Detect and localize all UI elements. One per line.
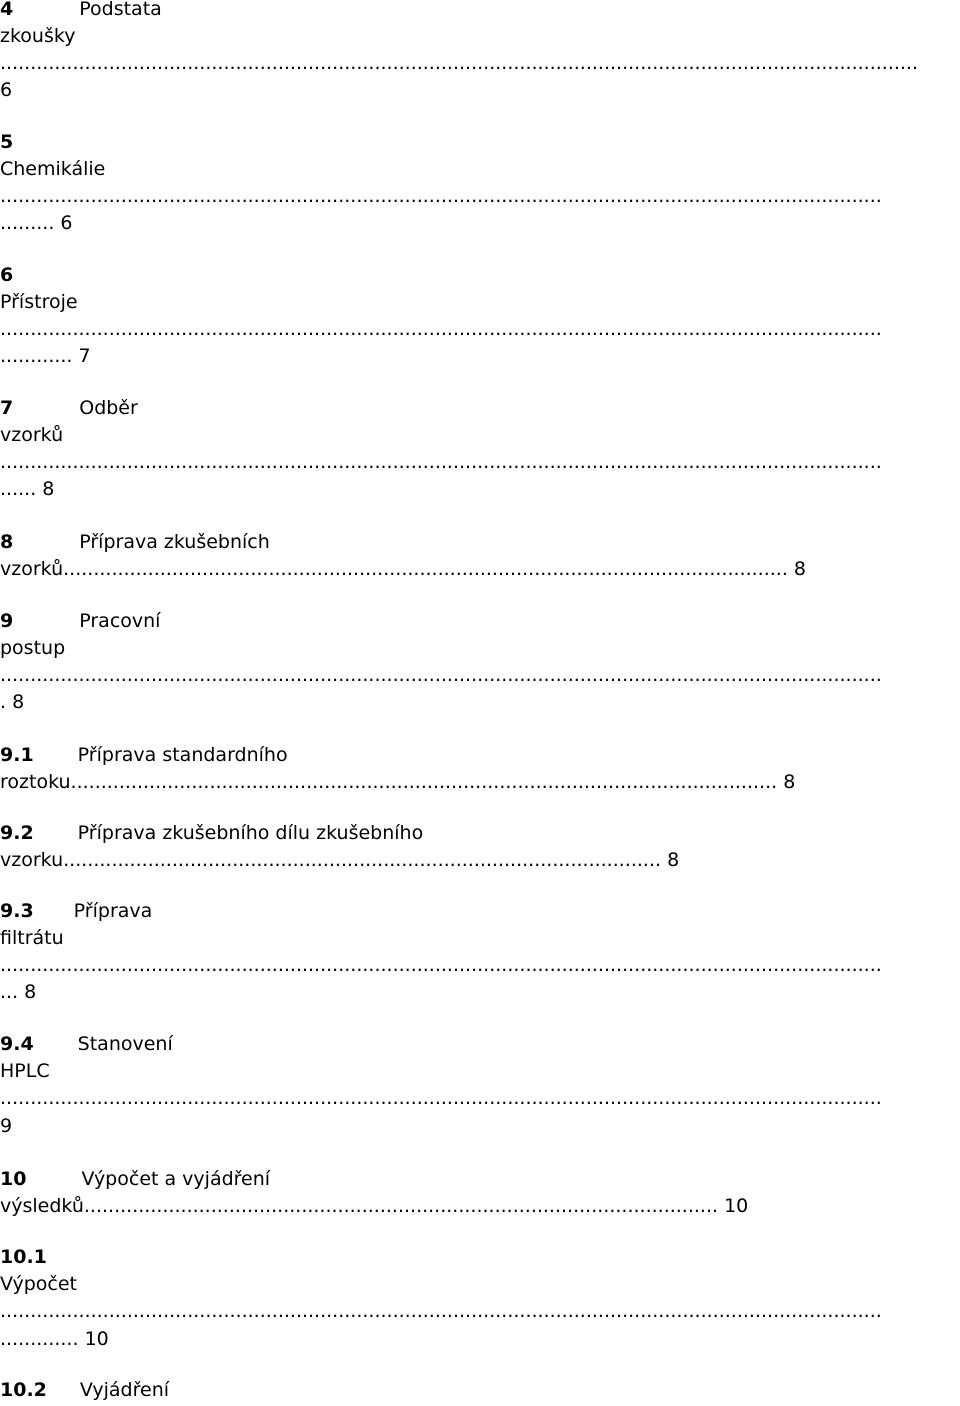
section-title: Vyjádření bbox=[79, 1379, 170, 1401]
section-number: 9.1 bbox=[0, 744, 34, 766]
section-title: Příprava bbox=[73, 900, 153, 922]
toc-entry-10-1-heading bbox=[0, 1244, 960, 1271]
toc-entry-9-2-heading bbox=[0, 820, 960, 847]
toc-entry-6-heading bbox=[0, 262, 960, 289]
section-number: 10 bbox=[0, 1168, 27, 1190]
section-title-cont: výsledků bbox=[0, 1195, 84, 1217]
section-number: 9.3 bbox=[0, 900, 34, 922]
toc-entry-10-1-title: Výpočet bbox=[0, 1273, 78, 1295]
toc-entry-9-1-heading bbox=[0, 742, 960, 769]
page-number: 8 bbox=[24, 981, 37, 1003]
section-number: 7 bbox=[0, 397, 14, 419]
toc-entry-6-page-line bbox=[0, 343, 960, 370]
section-title-cont: vzorků bbox=[0, 558, 64, 580]
toc-entry-6-title: Přístroje bbox=[0, 291, 78, 313]
toc-entry-9-title-cont: postup bbox=[0, 637, 66, 659]
section-title: Odběr bbox=[79, 397, 138, 419]
toc-entry-5-dots: .................................................................................................................................................. bbox=[0, 185, 882, 207]
toc-entry-8-leader-line bbox=[0, 556, 960, 583]
section-number: 5 bbox=[0, 131, 14, 153]
toc-entry-9-page-line bbox=[0, 689, 960, 716]
toc-entry-5-heading bbox=[0, 129, 960, 156]
section-title: Příprava standardního bbox=[77, 744, 288, 766]
section-number: 6 bbox=[0, 264, 14, 286]
toc-entry-6-dots: .................................................................................................................................................. bbox=[0, 318, 882, 340]
section-title: Stanovení bbox=[77, 1033, 173, 1055]
section-title-cont: vzorku bbox=[0, 849, 64, 871]
toc-entry-10-heading bbox=[0, 1166, 960, 1193]
dot-leader: ......... bbox=[0, 212, 61, 234]
dot-leader: ........................................................................................................................ bbox=[63, 558, 794, 580]
section-number: 9 bbox=[0, 610, 14, 632]
toc-entry-9-3-heading bbox=[0, 898, 960, 925]
section-title: Výpočet a vyjádření bbox=[81, 1168, 271, 1190]
toc-entry-4-page: 6 bbox=[0, 79, 13, 101]
toc-entry-9-1-leader-line bbox=[0, 769, 960, 796]
section-number: 9.2 bbox=[0, 822, 34, 844]
toc-entry-7-dots: .................................................................................................................................................. bbox=[0, 451, 882, 473]
dot-leader: ................................................................................................... bbox=[63, 849, 668, 871]
page-number: 8 bbox=[667, 849, 680, 871]
section-number: 10.1 bbox=[0, 1246, 47, 1268]
toc-entry-10-leader-line bbox=[0, 1193, 960, 1220]
dot-leader: ...... bbox=[0, 478, 43, 500]
page-number: 8 bbox=[12, 691, 25, 713]
toc-entry-8-heading bbox=[0, 529, 960, 556]
dot-leader: ... bbox=[0, 981, 25, 1003]
dot-leader: ............ bbox=[0, 345, 79, 367]
dot-leader: ..................................................................................................................... bbox=[70, 771, 784, 793]
section-title: Pracovní bbox=[79, 610, 161, 632]
section-title: Podstata bbox=[79, 0, 162, 20]
toc-entry-9-4-page: 9 bbox=[0, 1115, 13, 1137]
toc-entry-9-4-heading bbox=[0, 1031, 960, 1058]
dot-leader: ......................................................................................................... bbox=[83, 1195, 725, 1217]
page-number: 7 bbox=[78, 345, 91, 367]
section-number: 9.4 bbox=[0, 1033, 34, 1055]
page-number: 10 bbox=[724, 1195, 749, 1217]
toc-entry-9-4-title-cont: HPLC bbox=[0, 1060, 50, 1082]
toc-entry-9-3-dots: .................................................................................................................................................. bbox=[0, 954, 882, 976]
dot-leader: ............. bbox=[0, 1328, 85, 1350]
toc-entry-4-dots: ........................................................................................................................................................ bbox=[0, 52, 919, 74]
toc-entry-5-title: Chemikálie bbox=[0, 158, 106, 180]
section-title: Příprava zkušebních bbox=[79, 531, 270, 553]
page-number: 8 bbox=[793, 558, 807, 580]
toc-entry-9-2-leader-line bbox=[0, 847, 960, 874]
toc-entry-7-heading bbox=[0, 395, 960, 422]
page-number: 6 bbox=[60, 212, 73, 234]
toc-entry-9-dots: .................................................................................................................................................. bbox=[0, 664, 882, 686]
toc-entry-7-page-line bbox=[0, 476, 960, 503]
page-number: 10 bbox=[84, 1328, 109, 1350]
toc-entry-4-heading bbox=[0, 0, 960, 23]
page-number: 8 bbox=[783, 771, 796, 793]
page-number: 8 bbox=[42, 478, 55, 500]
section-number: 10.2 bbox=[0, 1379, 47, 1401]
toc-entry-7-title-cont: vzorků bbox=[0, 424, 64, 446]
toc-entry-5-page-line bbox=[0, 210, 960, 237]
toc-entry-10-1-dots: .................................................................................................................................................. bbox=[0, 1300, 882, 1322]
toc-entry-4-title-cont: zkoušky bbox=[0, 25, 76, 47]
toc-entry-9-3-page-line bbox=[0, 979, 960, 1006]
toc-entry-9-3-title-cont: filtrátu bbox=[0, 927, 64, 949]
section-title-cont: roztoku bbox=[0, 771, 71, 793]
section-title: Příprava zkušebního dílu zkušebního bbox=[77, 822, 424, 844]
toc-entry-9-4-dots: .................................................................................................................................................. bbox=[0, 1087, 882, 1109]
toc-entry-10-1-page-line bbox=[0, 1326, 960, 1353]
section-number: 8 bbox=[0, 531, 14, 553]
toc-entry-9-heading bbox=[0, 608, 960, 635]
toc-entry-10-2-heading bbox=[0, 1377, 960, 1404]
section-number: 4 bbox=[0, 0, 14, 20]
dot-leader: . bbox=[0, 691, 13, 713]
